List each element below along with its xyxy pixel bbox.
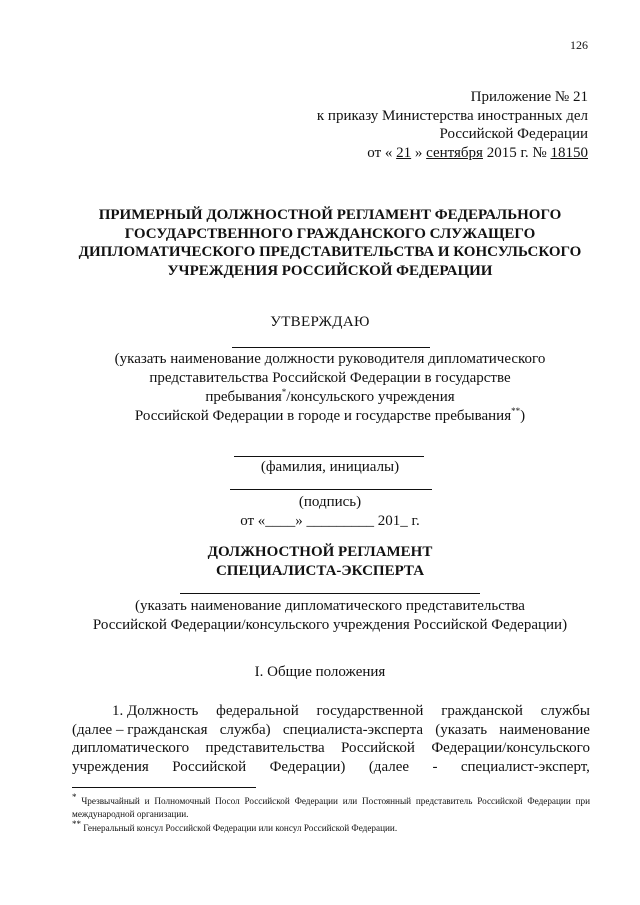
page-number: 126	[570, 38, 588, 52]
word: Российской	[172, 758, 247, 775]
organization-hint	[60, 597, 600, 635]
appendix-line-2: к приказу Министерства иностранных дел	[316, 107, 588, 124]
footnote-mark: *	[72, 791, 77, 802]
position-hint-part: пребывания	[205, 389, 282, 405]
date-mid: »	[414, 144, 423, 161]
appendix-line-1: Приложение № 21	[470, 89, 588, 105]
word: федеральной	[216, 703, 299, 719]
name-blank-line	[234, 456, 424, 457]
word: 1. Должность	[112, 703, 199, 719]
footnote-separator	[72, 787, 256, 788]
main-title	[70, 206, 590, 280]
position-hint-part: )	[520, 408, 526, 424]
main-title-line: ПРИМЕРНЫЙ ДОЛЖНОСТНОЙ РЕГЛАМЕНТ ФЕДЕРАЛЬНОГО	[98, 207, 562, 223]
footnote-text: Генеральный консул Российской Федерации или консул Российской Федерации.	[81, 823, 398, 833]
regulation-title-line: СПЕЦИАЛИСТА-ЭКСПЕРТА	[215, 562, 425, 579]
position-hint-line: (указать наименование должности руководителя дипломатического	[114, 351, 546, 367]
footnotes	[72, 791, 590, 837]
date-day: 21	[396, 144, 412, 161]
word: (указать	[435, 721, 488, 738]
regulation-title-line: ДОЛЖНОСТНОЙ РЕГЛАМЕНТ	[207, 544, 433, 560]
word: представительства	[205, 740, 325, 757]
footnote-mark: **	[511, 406, 521, 416]
word: Российской	[341, 740, 415, 757]
organization-hint-line: (указать наименование дипломатического представительства	[135, 598, 525, 614]
footnote-mark: *	[281, 387, 287, 397]
main-title-line: ГОСУДАРСТВЕННОГО ГРАЖДАНСКОГО СЛУЖАЩЕГО	[124, 225, 536, 242]
word: служба)	[219, 721, 271, 738]
main-title-line: УЧРЕЖДЕНИЯ РОССИЙСКОЙ ФЕДЕРАЦИИ	[167, 262, 493, 279]
paragraph-line	[72, 758, 590, 777]
section-title: I. Общие положения	[254, 664, 386, 680]
date-year: 2015 г. №	[486, 144, 547, 161]
word: службы	[540, 703, 590, 719]
word: государственной	[316, 703, 424, 719]
paragraph-line	[72, 721, 590, 740]
footnote-1	[72, 791, 590, 820]
word: дипломатического	[72, 740, 190, 757]
word: специалист-эксперт,	[460, 758, 590, 775]
position-hint-line	[60, 407, 600, 426]
date-month: сентября	[426, 144, 483, 161]
organization-blank-line	[180, 593, 480, 594]
appendix-block	[228, 88, 588, 162]
name-hint: (фамилия, инициалы)	[260, 459, 400, 475]
position-hint-part: /консульского учреждения	[286, 389, 455, 405]
word: (далее	[368, 758, 410, 775]
word: гражданской	[441, 703, 523, 719]
main-title-line: ДИПЛОМАТИЧЕСКОГО ПРЕДСТАВИТЕЛЬСТВА И КОНСУЛЬСКОГО	[78, 244, 582, 260]
word: Федерации)	[269, 758, 346, 775]
body-paragraph	[72, 702, 590, 776]
word: специалиста-эксперта	[282, 721, 424, 738]
position-hint	[60, 350, 600, 426]
approve-date-line: от «____» _________ 201_ г.	[240, 513, 420, 529]
regulation-title	[0, 543, 640, 580]
appendix-line-3: Российской Федерации	[439, 126, 588, 142]
word: -	[432, 758, 438, 775]
word: (далее – гражданская	[72, 721, 208, 738]
signature-blank-line	[230, 489, 432, 490]
order-number: 18150	[550, 144, 588, 161]
position-blank-line	[232, 347, 430, 348]
paragraph-line	[72, 702, 590, 721]
position-hint-line	[60, 388, 600, 407]
paragraph-line	[72, 739, 590, 758]
position-hint-line: представительства Российской Федерации в государстве	[149, 370, 511, 386]
organization-hint-line: Российской Федерации/консульского учреждения Российской Федерации)	[92, 617, 568, 633]
footnote-mark: **	[72, 818, 81, 829]
footnote-2	[72, 818, 590, 835]
position-hint-part: Российской Федерации в городе и государстве пребывания	[134, 408, 512, 424]
signature-hint: (подпись)	[298, 494, 362, 510]
word: наименование	[499, 721, 590, 738]
approve-heading: УТВЕРЖДАЮ	[270, 314, 370, 330]
word: учреждения	[72, 758, 149, 775]
word: Федерации/консульского	[431, 740, 590, 757]
date-prefix: от «	[367, 144, 393, 161]
footnote-text: Чрезвычайный и Полномочный Посол Российской Федерации или Постоянный представитель Российской Федерации при международной организации.	[72, 796, 590, 819]
appendix-date-line	[228, 144, 588, 163]
